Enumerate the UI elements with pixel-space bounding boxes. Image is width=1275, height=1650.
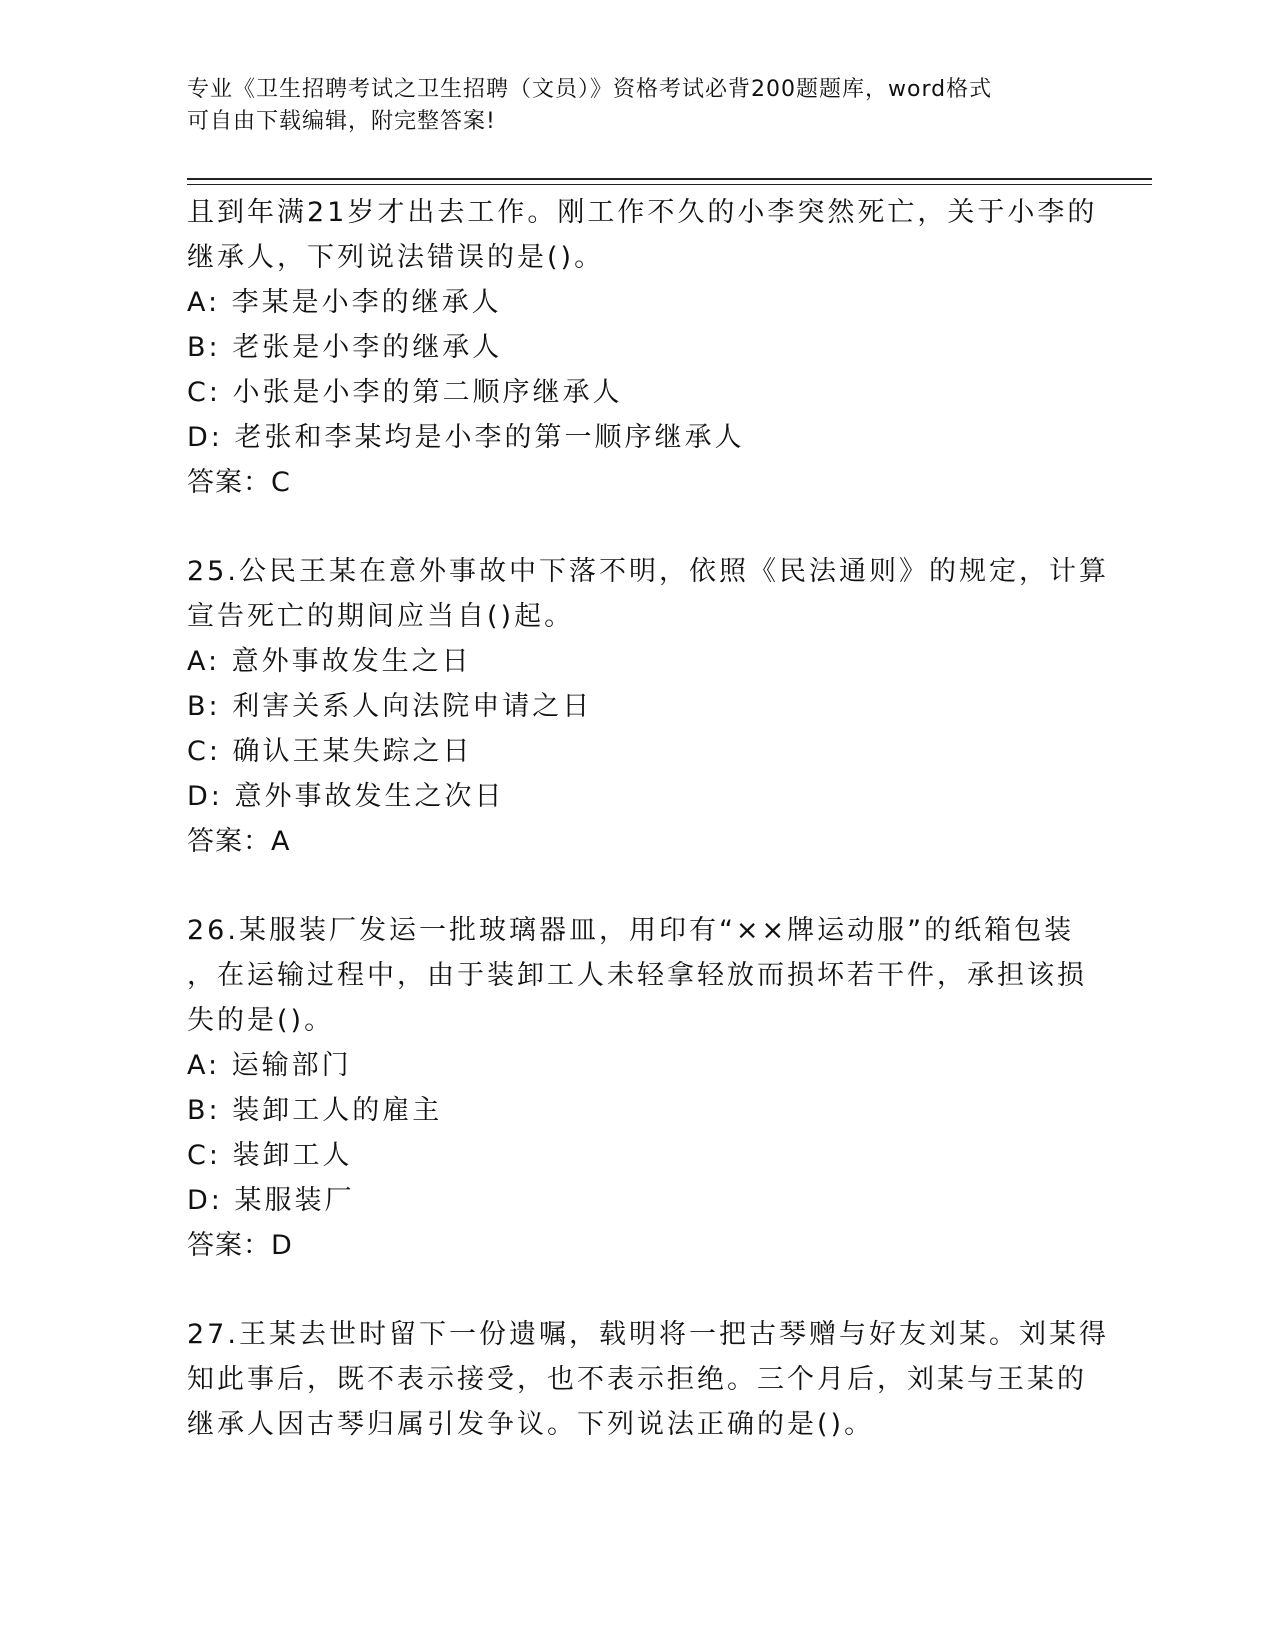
question-26 [187, 908, 1087, 1268]
option-a: A: 意外事故发生之日 [187, 646, 472, 677]
question-stem-line: 失的是()。 [187, 1005, 335, 1036]
option-d: D: 某服装厂 [187, 1185, 355, 1216]
question-25 [187, 549, 1109, 864]
option-a: A: 运输部门 [187, 1050, 352, 1081]
header-title-line-1: 专业《卫生招聘考试之卫生招聘（文员）》资格考试必背200题题库，word格式 [187, 77, 993, 102]
option-a: A: 李某是小李的继承人 [187, 287, 502, 318]
header-divider [187, 178, 1152, 185]
question-stem-line: 宣告死亡的期间应当自()起。 [187, 601, 575, 632]
question-list [187, 190, 1109, 1447]
question-stem-line: 26.某服装厂发运一批玻璃器皿，用印有“××牌运动服”的纸箱包装 [187, 915, 1075, 946]
question-27 [187, 1312, 1109, 1447]
question-24 [187, 190, 1098, 505]
answer-line: 答案：C [187, 467, 291, 498]
question-stem-line: 继承人因古琴归属引发争议。下列说法正确的是()。 [187, 1409, 875, 1440]
option-b: B: 老张是小李的继承人 [187, 332, 503, 363]
option-c: C: 确认王某失踪之日 [187, 736, 473, 767]
question-stem-line: 继承人，下列说法错误的是()。 [187, 242, 605, 273]
answer-line: 答案：D [187, 1230, 293, 1261]
option-d: D: 意外事故发生之次日 [187, 781, 505, 812]
option-c: C: 小张是小李的第二顺序继承人 [187, 377, 623, 408]
option-b: B: 装卸工人的雇主 [187, 1095, 443, 1126]
document-header [187, 74, 1067, 138]
option-b: B: 利害关系人向法院申请之日 [187, 691, 593, 722]
option-d: D: 老张和李某均是小李的第一顺序继承人 [187, 422, 745, 453]
question-stem-line: 知此事后，既不表示接受，也不表示拒绝。三个月后，刘某与王某的 [187, 1364, 1087, 1395]
question-stem-line: 且到年满21岁才出去工作。刚工作不久的小李突然死亡，关于小李的 [187, 197, 1098, 228]
question-stem-line: ，在运输过程中，由于装卸工人未轻拿轻放而损坏若干件，承担该损 [187, 960, 1087, 991]
header-title-line-2: 可自由下载编辑，附完整答案! [187, 109, 496, 134]
question-spacer [187, 505, 1077, 549]
question-spacer [187, 864, 1077, 908]
question-stem-line: 27.王某去世时留下一份遗嘱，载明将一把古琴赠与好友刘某。刘某得 [187, 1319, 1109, 1350]
answer-line: 答案：A [187, 826, 291, 857]
option-c: C: 装卸工人 [187, 1140, 353, 1171]
question-stem-line: 25.公民王某在意外事故中下落不明，依照《民法通则》的规定，计算 [187, 556, 1109, 587]
question-spacer [187, 1268, 1077, 1312]
